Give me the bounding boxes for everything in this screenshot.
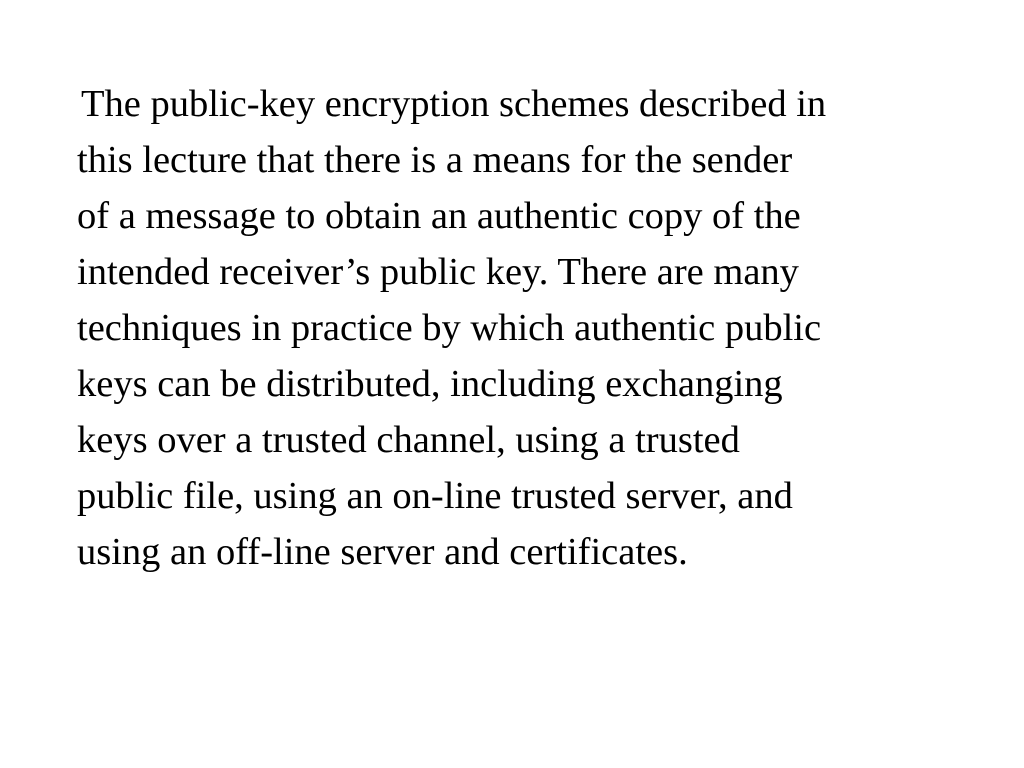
paragraph-line-3: of a message to obtain an authentic copy of the [77, 195, 801, 237]
paragraph-line-2: this lecture that there is a means for the sender [77, 139, 793, 181]
paragraph-line-5: techniques in practice by which authentic public [77, 307, 822, 349]
body-paragraph [77, 76, 977, 580]
paragraph-line-9: using an off-line server and certificates. [77, 531, 688, 573]
paragraph-line-1: The public-key encryption schemes described in [81, 83, 827, 125]
paragraph-line-7: keys over a trusted channel, using a trusted [77, 419, 740, 461]
paragraph-line-6: keys can be distributed, including exchanging [77, 363, 783, 405]
paragraph-line-4: intended receiver’s public key. There are many [77, 251, 799, 293]
paragraph-line-8: public file, using an on-line trusted server, and [77, 475, 793, 517]
